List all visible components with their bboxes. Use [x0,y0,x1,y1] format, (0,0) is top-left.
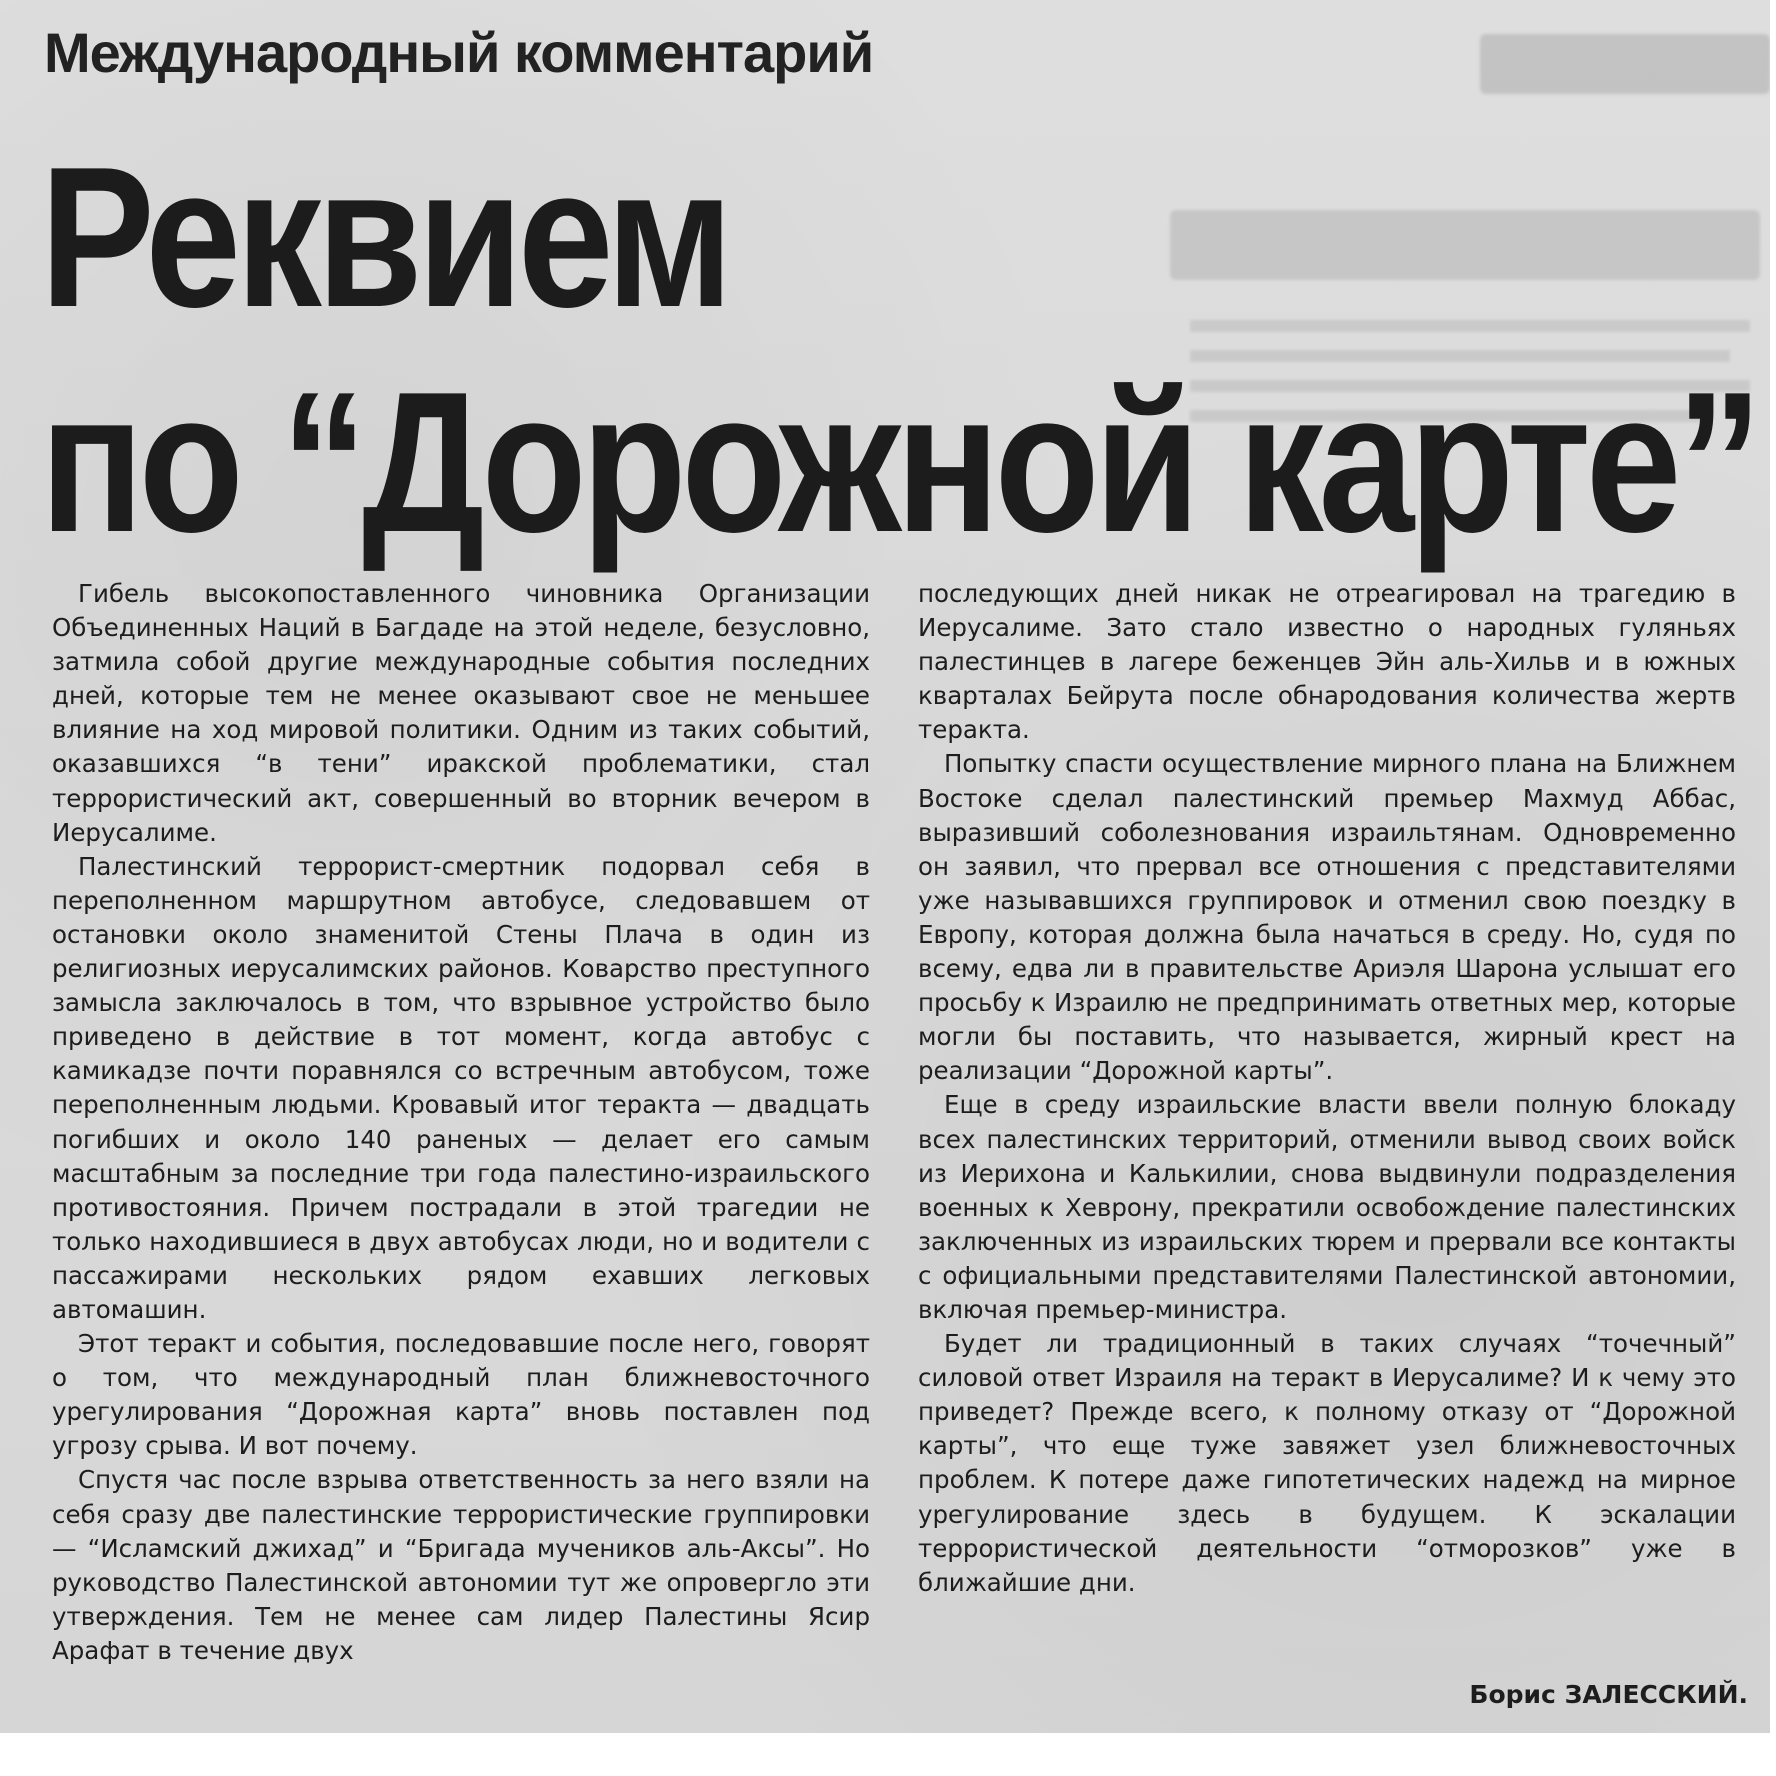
paragraph: Палестинский террорист-смертник подорвал себя в переполненном маршрутном автобусе, следовавшем от остановки около знаменитой Стены Плача в один из религиозных иерусалимских районов. Коварство преступного замысла заключалось в том, что взрывное устройство было приведено в действие в тот момент, когда автобус с камикадзе почти поравнялся со встречным автобусом, тоже переполненным людьми. Кровавый итог теракта — двадцать погибших и около 140 раненых — делает его самым масштабным за последние три года палестино-израильского противостояния. Причем пострадали в этой трагедии не только находившиеся в двух автобусах люди, но и водители с пассажирами нескольких рядом ехавших легковых автомашин. [52,851,870,1324]
paragraph: Этот теракт и события, последовавшие после него, говорят о том, что международный план ближневосточного урегулирования “Дорожная карта” вновь поставлен под угрозу срыва. И вот почему. [52,1329,870,1461]
paragraph: Попытку спасти осуществление мирного плана на Ближнем Востоке сделал палестинский премьер Махмуд Аббас, выразивший соболезнования израильтянам. Одновременно он заявил, что прервал все отношения с представителями уже называвшихся группировок и отменил свою поездку в Европу, которая должна была начаться в среду. Но, судя по всему, едва ли в правительстве Ариэля Шарона услышат его просьбу к Израилю не предпринимать ответных мер, которые могли бы поставить, что называется, жирный крест на реализации “Дорожной карты”. [918,749,1736,1086]
headline-line-1: Реквием [40,126,729,349]
section-rubric: Международный комментарий [44,21,874,84]
paragraph: Будет ли традиционный в таких случаях “точечный” силовой ответ Израиля на теракт в Иерусалиме? И к чему это приведет? Прежде всего, к полному отказу от “Дорожной карты”, что еще туже завяжет узел ближневосточных проблем. К потере даже гипотетических надежд на мирное урегулирование здесь в будущем. К эскалации террористической деятельности “отморозков” уже в ближайшие дни. [918,1329,1736,1597]
author-byline: Борис ЗАЛЕССКИЙ. [1469,1680,1748,1709]
paragraph: последующих дней никак не отреагировал на трагедию в Иерусалиме. Зато стало известно о народных гуляньях палестинцев в лагере беженцев Эйн аль-Хильв и в южных кварталах Бейрута после обнародования количества жертв теракта. [918,579,1736,745]
paragraph: Спустя час после взрыва ответственность за него взяли на себя сразу две палестинские террористические группировки — “Исламский джихад” и “Бригада мучеников аль-Аксы”. Но руководство Палестинской автономии тут же опровергло эти утверждения. Тем не менее сам лидер Палестины Ясир Арафат в течение двух [52,1465,870,1665]
headline [40,125,1757,575]
paragraph: Еще в среду израильские власти ввели полную блокаду всех палестинских территорий, отменили вывод своих войск из Иерихона и Калькилии, снова выдвинули подразделения военных к Хеврону, прекратили освобождение палестинских заключенных из израильских тюрем и прервали все контакты с официальными представителями Палестинской автономии, включая премьер-министра. [918,1090,1736,1324]
article-column-right [918,577,1736,1600]
headline-line-2: по “Дорожной карте” [40,351,1758,574]
article-column-left [52,577,870,1668]
paragraph: Гибель высокопоставленного чиновника Организации Объединенных Наций в Багдаде на этой неделе, безусловно, затмила собой другие международные события последних дней, которые тем не менее оказывают свое не меньшее влияние на ход мировой политики. Одним из таких событий, оказавшихся “в тени” иракской проблематики, стал террористический акт, совершенный во вторник вечером в Иерусалиме. [52,579,870,847]
